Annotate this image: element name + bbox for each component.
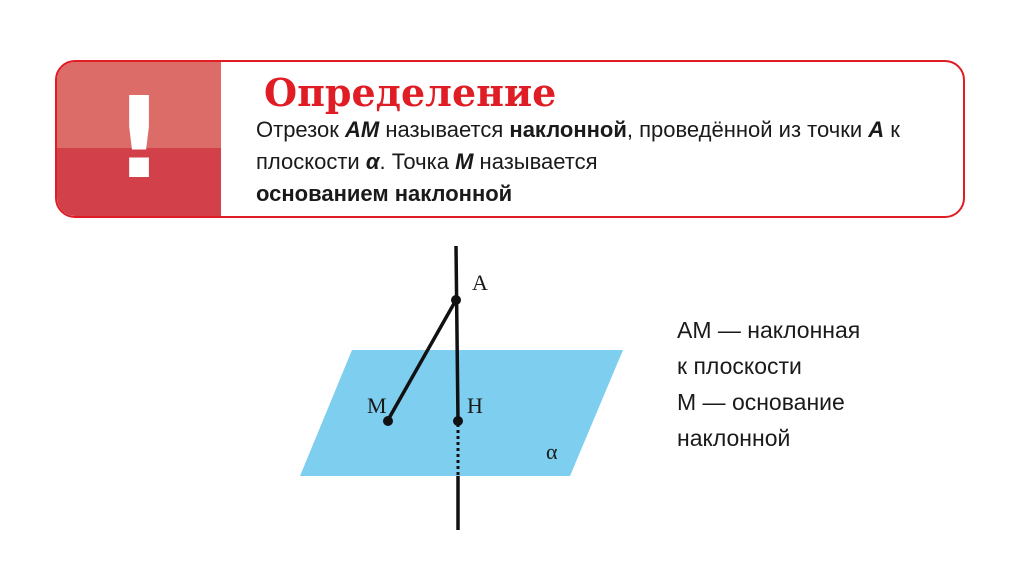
point-a-term: A bbox=[868, 117, 885, 142]
legend-line: наклонной bbox=[677, 425, 791, 451]
legend-line: M — основание bbox=[677, 389, 845, 415]
definition-title: Определение bbox=[264, 70, 557, 115]
exclamation-icon: ! bbox=[113, 74, 165, 204]
point-m-term: M bbox=[455, 149, 474, 174]
label-alpha: α bbox=[546, 439, 558, 464]
definition-text-part: Отрезок bbox=[256, 117, 345, 142]
slant-term: наклонной bbox=[509, 117, 627, 142]
definition-text-part: , проведённой из точки bbox=[626, 117, 869, 142]
legend-line: AM — наклонная bbox=[677, 317, 861, 343]
legend-line: к плоскости bbox=[677, 353, 802, 379]
label-h: H bbox=[467, 393, 483, 418]
label-m: M bbox=[367, 393, 387, 418]
perpendicular-upper bbox=[456, 246, 458, 421]
definition-text-part: называется bbox=[379, 117, 510, 142]
plane-alpha bbox=[300, 350, 623, 476]
figure-legend bbox=[677, 312, 860, 456]
definition-text-part: называется bbox=[473, 149, 598, 174]
base-of-slant-term: основанием наклонной bbox=[256, 181, 513, 206]
definition-text-part: . Точка bbox=[379, 149, 456, 174]
label-a: A bbox=[472, 270, 488, 295]
point-a bbox=[451, 295, 461, 305]
definition-text-part: к плоскости bbox=[256, 117, 900, 174]
plane-alpha-term: α bbox=[365, 149, 380, 174]
point-h bbox=[453, 416, 463, 426]
segment-am-term: AM bbox=[345, 117, 380, 142]
